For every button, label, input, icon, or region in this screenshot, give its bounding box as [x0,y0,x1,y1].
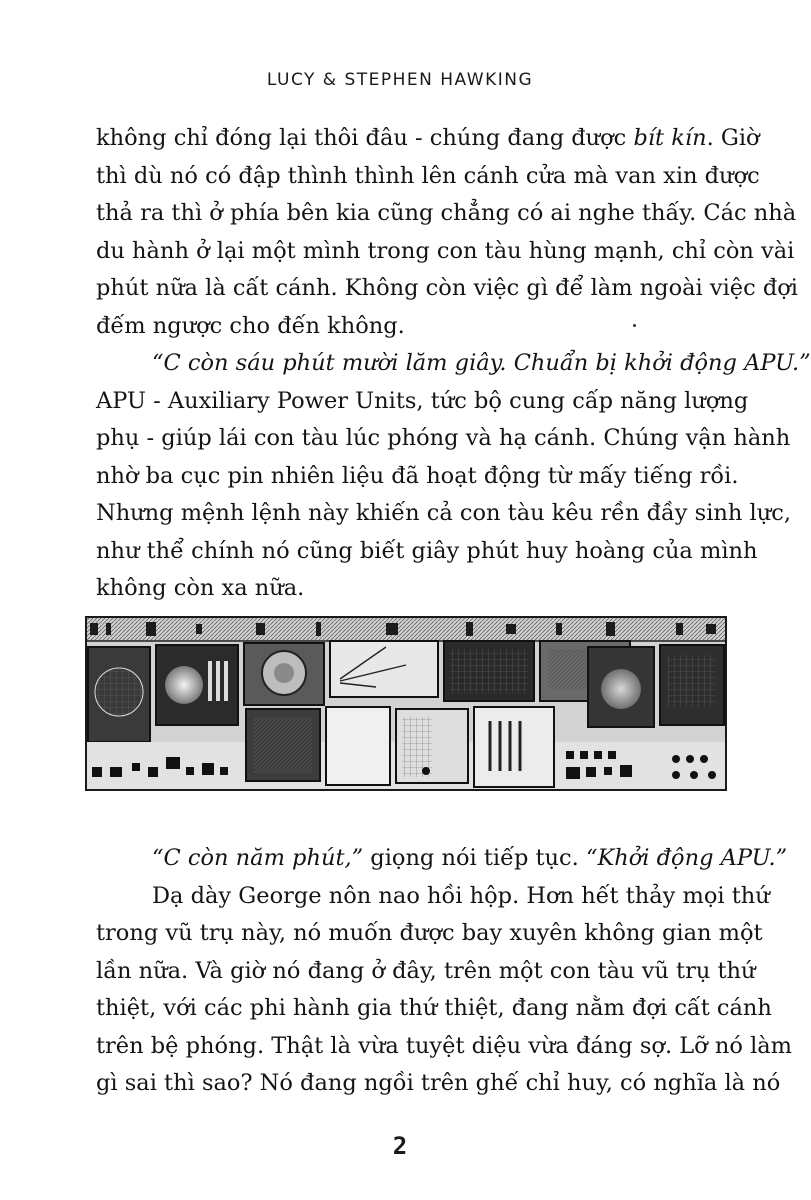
text-line: lần nữa. Và giờ nó đang ở đây, trên một con tàu vũ trụ thứ [96,957,756,984]
text-line: trên bệ phóng. Thật là vừa tuyệt diệu vừa đáng sợ. Lỡ nó làm [96,1032,793,1059]
print-speck [633,324,636,327]
dialogue-quote: “C còn năm phút,” [152,845,364,871]
text-line: nhờ ba cục pin nhiên liệu đã hoạt động từ mấy tiếng rồi. [96,462,739,489]
text-line: APU - Auxiliary Power Units, tức bộ cung cấp năng lượng [96,387,749,414]
text-line: đếm ngược cho đến không. [96,312,405,339]
text-line: thì dù nó có đập thình thình lên cánh cửa mà van xin được [96,162,760,189]
body-text-bottom [96,840,793,1103]
emphasis: bít kín [633,125,707,151]
running-header: LUCY & STEPHEN HAWKING [266,70,534,90]
text-line: thả ra thì ở phía bên kia cũng chẳng có ai nghe thấy. Các nhà [96,200,797,226]
page-number: 2 [392,1132,408,1160]
dialogue-quote: “Khởi động APU.” [585,845,788,871]
text-line: thiệt, với các phi hành gia thứ thiệt, đang nằm đợi cất cánh [96,995,772,1021]
dialogue-line: “C còn sáu phút mười lăm giây. Chuẩn bị khởi động APU.” [152,350,811,376]
illustration-svg [86,617,726,790]
text-line: Dạ dày George nôn nao hồi hộp. Hơn hết thảy mọi thứ [152,882,770,909]
text-line: như thể chính nó cũng biết giây phút huy hoàng của mình [96,537,758,564]
body-text-top [96,120,811,608]
text-line: Nhưng mệnh lệnh này khiến cả con tàu kêu rền đầy sinh lực, [96,500,791,526]
text-line: phút nữa là cất cánh. Không còn việc gì để làm ngoài việc đợi [96,275,799,301]
text-line: gì sai thì sao? Nó đang ngồi trên ghế chỉ huy, có nghĩa là nó [96,1070,781,1096]
text-line: phụ - giúp lái con tàu lúc phóng và hạ cánh. Chúng vận hành [96,425,791,451]
control-panel-illustration [86,617,726,790]
text-line: du hành ở lại một mình trong con tàu hùng mạnh, chỉ còn vài [96,237,795,264]
text-line: trong vũ trụ này, nó muốn được bay xuyên không gian một [96,920,763,946]
dialogue-line: “C còn năm phút,” giọng nói tiếp tục. “Khởi động APU.” [152,845,788,871]
text-line: không chỉ đóng lại thôi đâu - chúng đang được bít kín. Giờ [96,125,760,151]
text-line: không còn xa nữa. [96,575,305,601]
